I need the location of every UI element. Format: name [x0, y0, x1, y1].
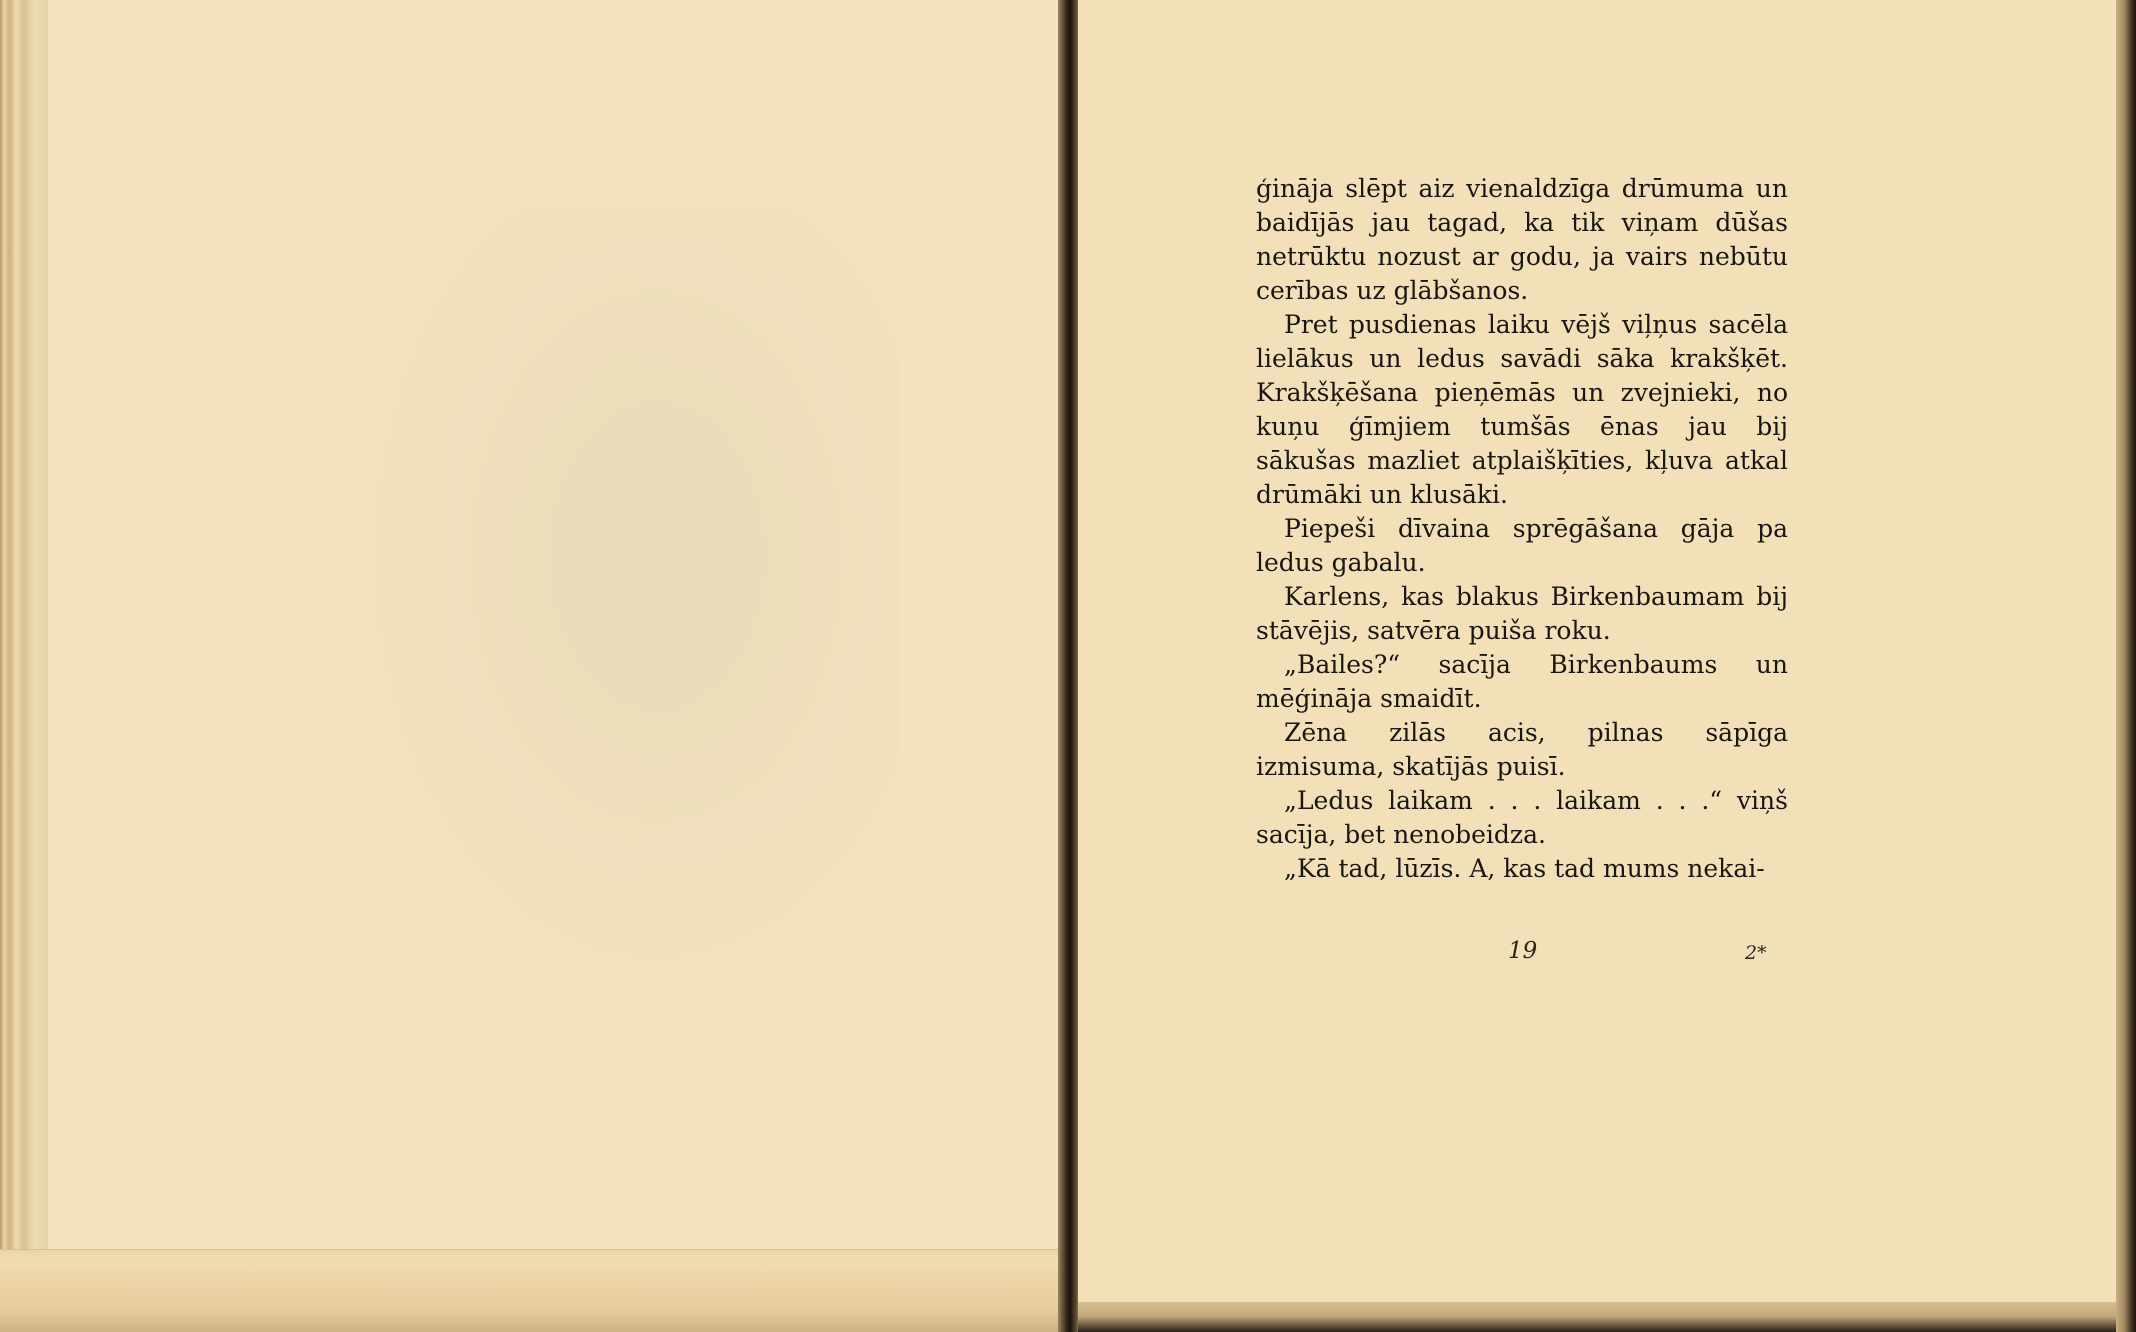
paragraph-1: ģināja slēpt aiz vienaldzīga drūmuma un baidījās jau tagad, ka tik viņam dūšas netrūktu nozust ar godu, ja vairs nebūtu cerības uz glābšanos.: [1256, 174, 1788, 305]
right-page-bottom-edge: [1078, 1302, 2136, 1332]
paragraph-3: Piepeši dīvaina sprēgāšana gāja pa ledus gabalu.: [1256, 514, 1788, 577]
paragraph-7: „Ledus laikam . . . laikam . . .“ viņš sacīja, bet nenobeidza.: [1256, 786, 1788, 849]
paragraph-4: Karlens, kas blakus Birkenbaumam bij stāvējis, satvēra puiša roku.: [1256, 582, 1788, 645]
left-page-bottom-edge: [0, 1249, 1066, 1332]
paragraph-2: Pret pusdienas laiku vējš viļņus sacēla lielākus un ledus savādi sāka krakšķēt. Krakšķēšana pieņēmās un zvejnieki, no kuņu ģīmjiem tumšās ēnas jau bij sākušas mazliet atplaišķīties, kļuva atkal drūmāki un klusāki.: [1256, 310, 1788, 509]
page-text-block: [1256, 172, 1788, 886]
show-through-illustration: [360, 210, 900, 980]
left-page-edge: [0, 0, 48, 1332]
paragraph-8: „Kā tad, lūzīs. A, kas tad mums nekai-: [1284, 854, 1765, 883]
paragraph-5: „Bailes?“ sacīja Birkenbaums un mēģināja smaidīt.: [1256, 650, 1788, 713]
paragraph-6: Zēna zilās acis, pilnas sāpīga izmisuma, skatījās puisī.: [1256, 718, 1788, 781]
right-page-edge: [2116, 0, 2136, 1332]
left-page: [0, 0, 1066, 1332]
page-number: 19: [1508, 938, 1538, 964]
book-gutter: [1058, 0, 1080, 1332]
signature-mark: 2*: [1745, 942, 1767, 964]
